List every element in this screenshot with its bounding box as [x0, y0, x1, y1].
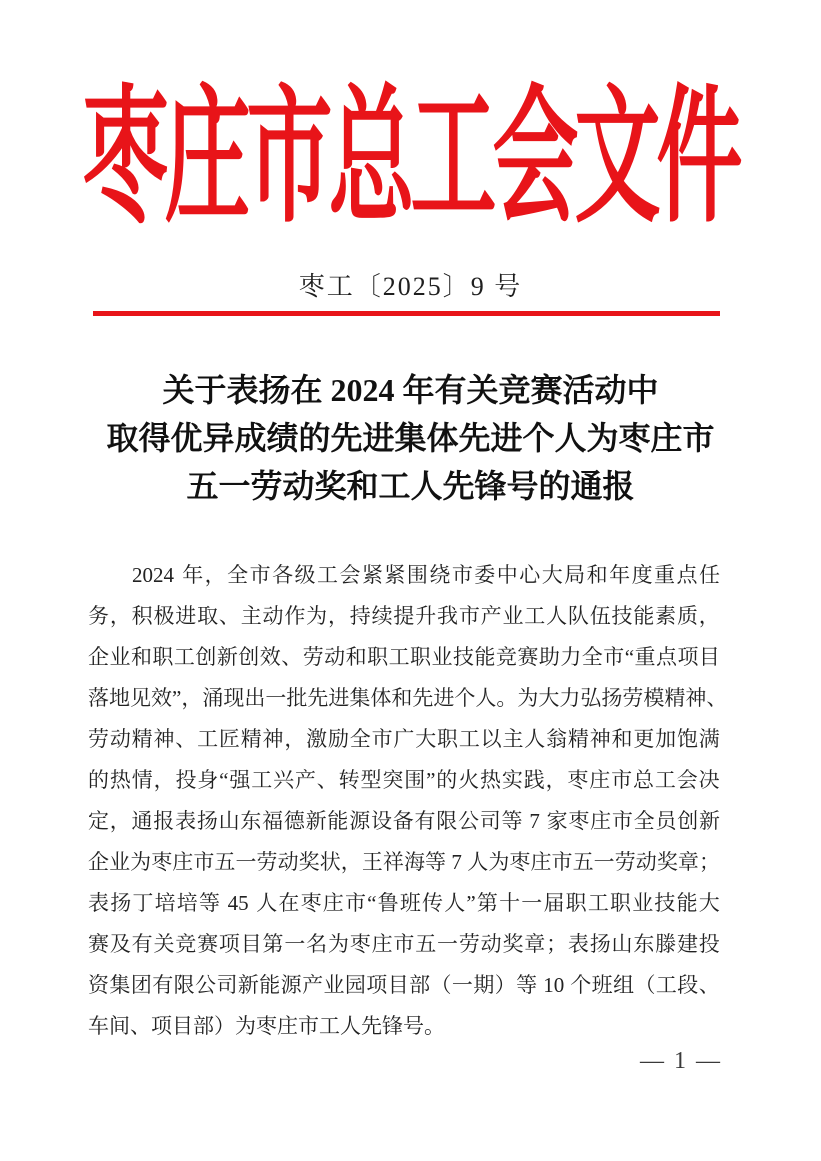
body-line: 劳 动 精 神 、 工 匠 精 神 ， 激 励 全 市 广 大 职 工 以 主 人 翁 精 神 和 更 加 饱 满 — [88, 727, 720, 751]
page-number: — 1 — — [640, 1048, 722, 1074]
document-reference-number: 枣工〔2025〕9 号 — [298, 272, 523, 301]
body-line: 车 间 、 项 目 部 ） 为 枣 庄 市 工 人 先 锋 号 。 — [88, 1014, 445, 1038]
body-paragraph — [88, 555, 728, 1047]
body-line: 资 集 团 有 限 公 司 新 能 源 产 业 园 项 目 部 （ 一 期 ） 等 10 个 班 组 （ 工 段 、 — [88, 973, 720, 997]
issuing-authority-title: 枣庄市总工会文件 — [82, 75, 739, 241]
body-line: 定 ， 通 报 表 扬 山 东 福 德 新 能 源 设 备 有 限 公 司 等 7 家 枣 庄 市 全 员 创 新 — [88, 809, 720, 833]
body-line: 务 ， 积 极 进 取 、 主 动 作 为 ， 持 续 提 升 我 市 产 业 工 人 队 伍 技 能 素 质 ， — [88, 604, 720, 628]
body-line: 赛 及 有 关 竞 赛 项 目 第 一 名 为 枣 庄 市 五 一 劳 动 奖 章 ； 表 扬 山 东 滕 建 投 — [88, 932, 720, 956]
body-line: 落 地 见 效 ” ， 涌 现 出 一 批 先 进 集 体 和 先 进 个 人 。 为 大 力 弘 扬 劳 模 精 神 、 — [88, 686, 728, 710]
document-title-line-1: 关于表扬在 2024 年有关竞赛活动中 — [162, 372, 659, 408]
red-divider-line — [93, 311, 720, 316]
red-letterhead — [0, 75, 821, 241]
body-line: 企 业 和 职 工 创 新 创 效 、 劳 动 和 职 工 职 业 技 能 竞 赛 助 力 全 市 “ 重 点 项 目 — [88, 645, 720, 669]
document-title — [60, 366, 761, 510]
document-title-line-3: 五一劳动奖和工人先锋号的通报 — [186, 468, 635, 504]
body-line: 企 业 为 枣 庄 市 五 一 劳 动 奖 状 ， 王 祥 海 等 7 人 为 枣 庄 市 五 一 劳 动 奖 章 ； — [88, 850, 720, 874]
document-title-line-2: 取得优异成绩的先进集体先进个人为枣庄市 — [106, 420, 715, 456]
body-line: 表 扬 丁 培 培 等 45 人 在 枣 庄 市 “ 鲁 班 传 人 ” 第 十 一 届 职 工 职 业 技 能 大 — [88, 891, 720, 915]
body-line: 的 热 情 ， 投 身 “ 强 工 兴 产 、 转 型 突 围 ” 的 火 热 实 践 ， 枣 庄 市 总 工 会 决 — [88, 768, 720, 792]
body-line: 2024 年 ， 全 市 各 级 工 会 紧 紧 围 绕 市 委 中 心 大 局 和 年 度 重 点 任 — [132, 563, 720, 587]
